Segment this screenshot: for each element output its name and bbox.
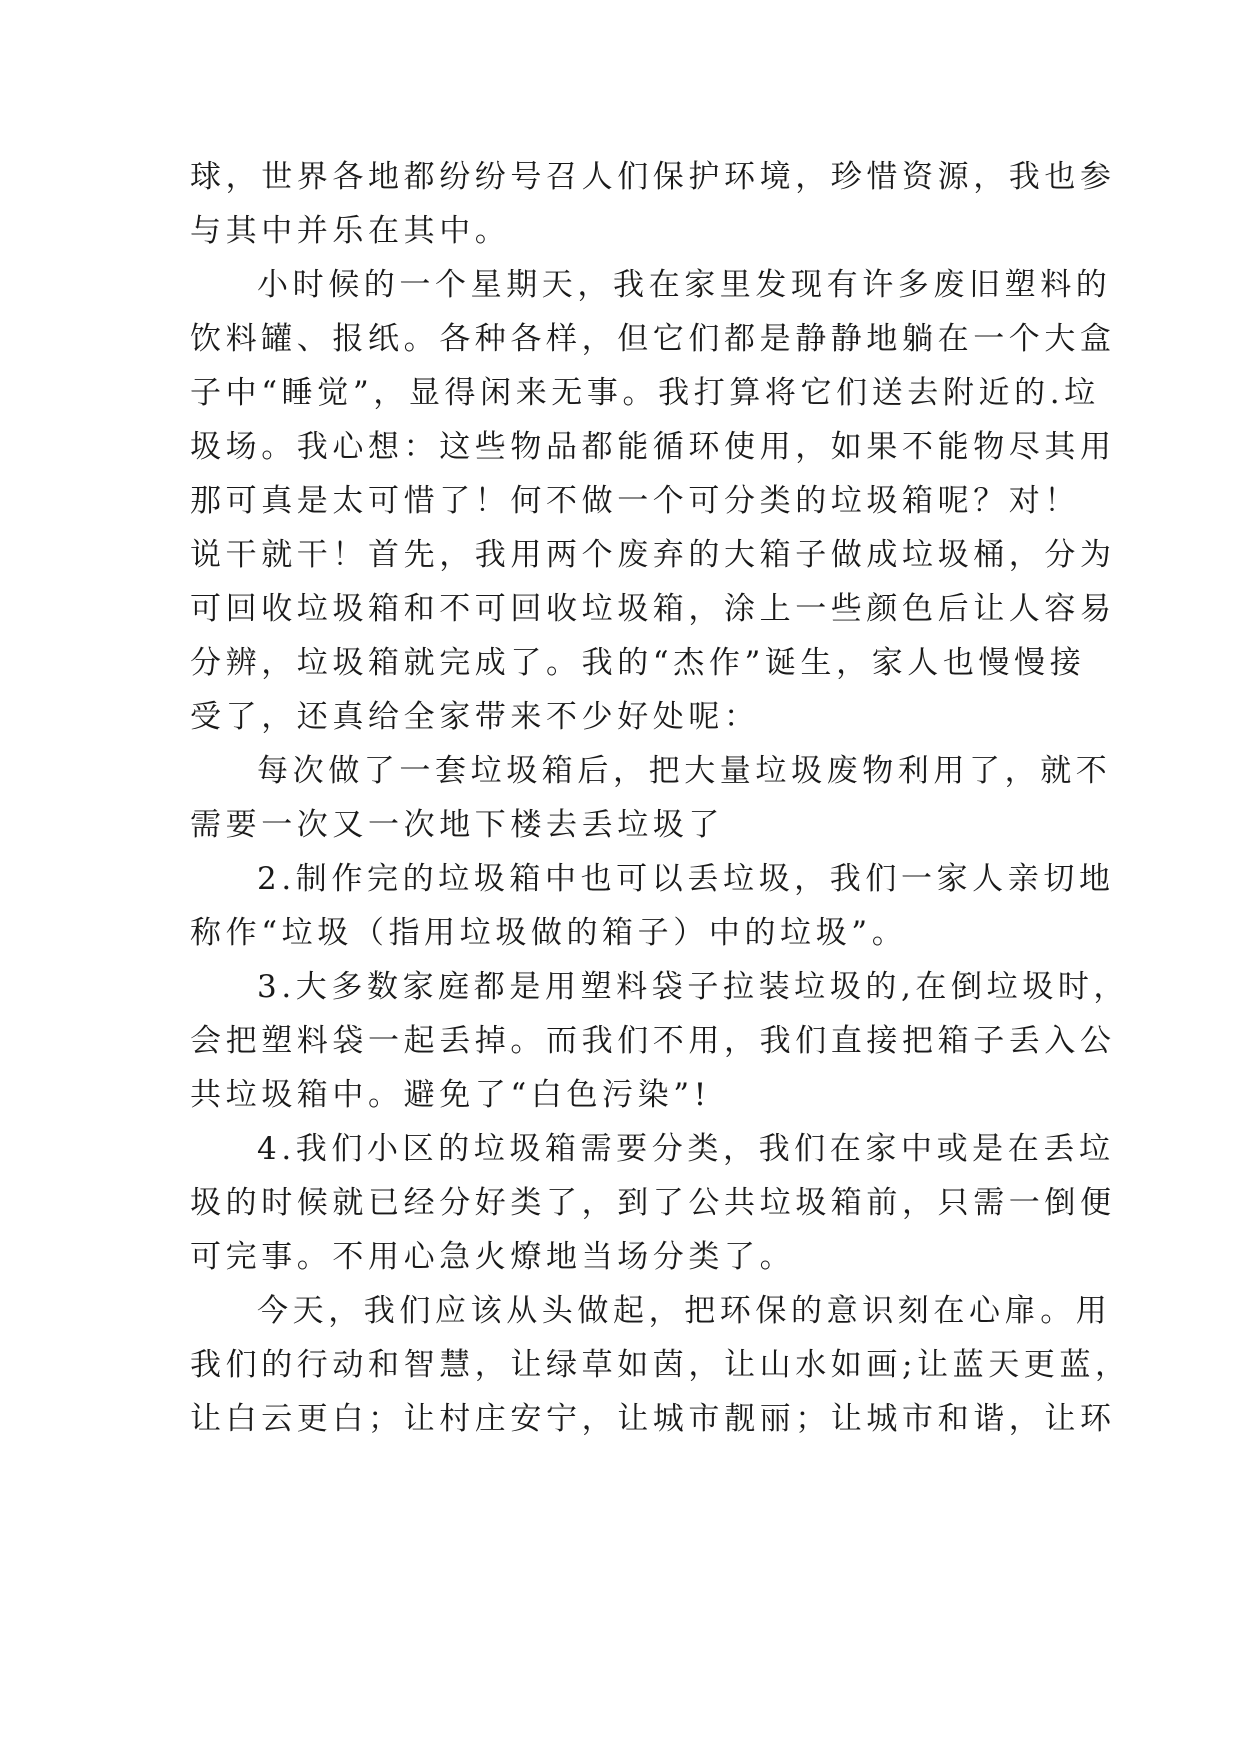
paragraph <box>190 1122 1116 1284</box>
text-line: 分辨，垃圾箱就完成了。我的“杰作”诞生，家人也慢慢接 <box>190 645 1086 681</box>
paragraph <box>190 852 1115 960</box>
text-line: 称作“垃圾（指用垃圾做的箱子）中的垃圾”。 <box>190 915 908 951</box>
text-line: 每次做了一套垃圾箱后，把大量垃圾废物利用了，就不 <box>257 753 1112 789</box>
text-line: 3.大多数家庭都是用塑料袋子拉装垃圾的,在倒垃圾时， <box>257 969 1130 1005</box>
paragraph <box>190 744 1112 852</box>
text-line: 饮料罐、报纸。各种各样，但它们都是静静地躺在一个大盒 <box>190 321 1116 357</box>
text-line: 4.我们小区的垃圾箱需要分类，我们在家中或是在丢垃 <box>257 1131 1115 1167</box>
text-line: 说干就干！首先，我用两个废弃的大箱子做成垃圾桶，分为 <box>190 537 1116 573</box>
text-line: 会把塑料袋一起丢掉。而我们不用，我们直接把箱子丢入公 <box>190 1023 1116 1059</box>
text-line: 让白云更白；让村庄安宁，让城市靓丽；让城市和谐，让环 <box>190 1401 1116 1437</box>
text-line: 需要一次又一次地下楼去丢垃圾了 <box>190 807 724 843</box>
text-line: 我们的行动和智慧，让绿草如茵，让山水如画;让蓝天更蓝， <box>190 1347 1131 1383</box>
paragraph <box>190 1284 1131 1446</box>
text-line: 圾的时候就已经分好类了，到了公共垃圾箱前，只需一倒便 <box>190 1185 1116 1221</box>
text-line: 子中“睡觉”，显得闲来无事。我打算将它们送去附近的.垃 <box>190 375 1100 411</box>
text-line: 与其中并乐在其中。 <box>190 213 511 249</box>
text-line: 今天，我们应该从头做起，把环保的意识刻在心扉。用 <box>257 1293 1112 1329</box>
document-body <box>190 150 1131 1446</box>
text-line: 球，世界各地都纷纷号召人们保护环境，珍惜资源，我也参 <box>190 159 1116 195</box>
text-line: 受了，还真给全家带来不少好处呢： <box>190 699 760 735</box>
paragraph <box>190 960 1130 1122</box>
text-line: 圾场。我心想：这些物品都能循环使用，如果不能物尽其用 <box>190 429 1116 465</box>
text-line: 小时候的一个星期天，我在家里发现有许多废旧塑料的 <box>257 267 1112 303</box>
paragraph <box>190 150 1116 258</box>
text-line: 可回收垃圾箱和不可回收垃圾箱，涂上一些颜色后让人容易 <box>190 591 1116 627</box>
paragraph <box>190 258 1116 744</box>
text-line: 共垃圾箱中。避免了“白色污染”! <box>190 1077 711 1113</box>
text-line: 2.制作完的垃圾箱中也可以丢垃圾，我们一家人亲切地 <box>257 861 1115 897</box>
text-line: 可完事。不用心急火燎地当场分类了。 <box>190 1239 796 1275</box>
text-line: 那可真是太可惜了！何不做一个可分类的垃圾箱呢？对！ <box>190 483 1080 519</box>
